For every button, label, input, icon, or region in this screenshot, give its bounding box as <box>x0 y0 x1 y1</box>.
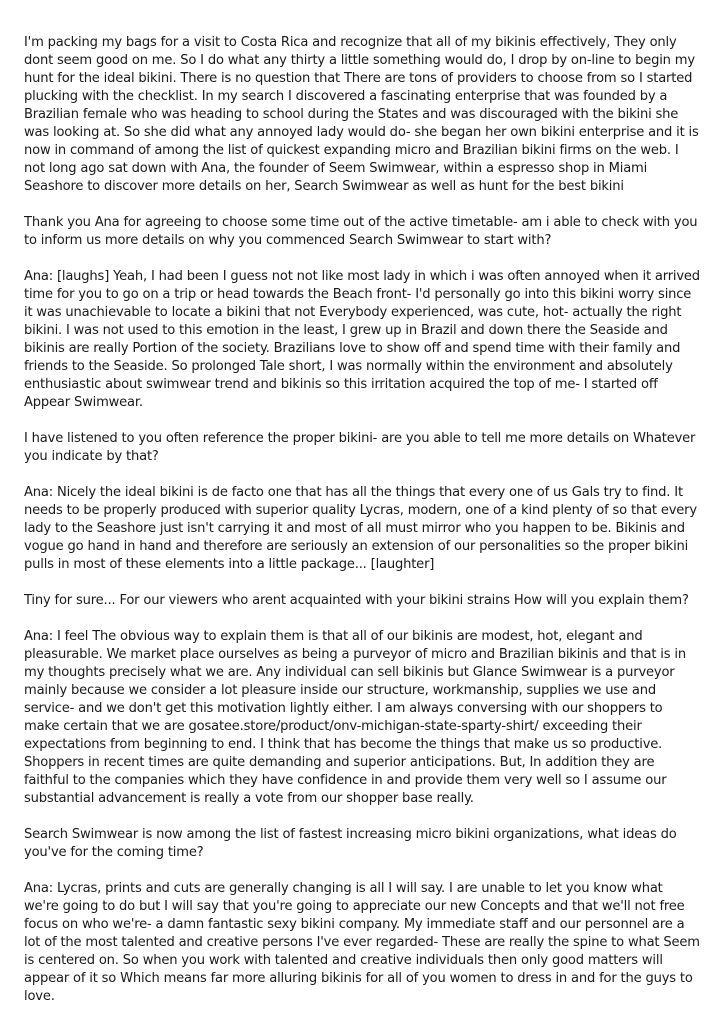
interview-question: Tiny for sure... For our viewers who arent acquainted with your bikini strains How will you explain them? <box>24 593 689 608</box>
interview-question: I have listened to you often reference the proper bikini- are you able to tell me more details on Whatever you indicate by that? <box>24 431 696 464</box>
interview-answer: Ana: I feel The obvious way to explain them is that all of our bikinis are modest, hot, elegant and pleasurable. We market place ourselves as being a purveyor of micro and Brazilian bikinis and that is in my thoughts precisely what we are. Any individual can sell bikinis but Glance Swimwear is a purveyor mainly because we consider a lot pleasure inside our structure, workmanship, supplies we use and service- and we don't get this motivation lightly either. I am always conversing with our shoppers to make certain that we are gosatee.store/product/onv-michigan-state-sparty-shirt/ exceeding their expectations from beginning to end. I think that has become the things that make us so productive. Shoppers in recent times are quite demanding and superior anticipations. But, In addition they are faithful to the companies which they have confidence in and provide them very well so I assume our substantial advancement is really a vote from our shopper base really. <box>24 629 686 806</box>
article-body <box>24 34 700 1024</box>
interview-answer: Ana: Nicely the ideal bikini is de facto one that has all the things that every one of us Gals try to find. It needs to be properly produced with superior quality Lycras, modern, one of a kind plenty of so that every lady to the Seashore just isn't carrying it and most of all must mirror who you happen to be. Bikinis and vogue go hand in hand and therefore are seriously an extension of our personalities so the proper bikini pulls in most of these elements into a little package... [laughter] <box>24 485 697 572</box>
intro-paragraph: I'm packing my bags for a visit to Costa Rica and recognize that all of my bikinis effectively, They only dont seem good on me. So I do what any thirty a little something would do, I drop by on-line to begin my hunt for the ideal bikini. There is no question that There are tons of providers to choose from so I started plucking with the checklist. In my search I discovered a fascinating enterprise that was founded by a Brazilian female who was heading to school during the States and was discouraged with the bikini she was looking at. So she did what any annoyed lady would do- she began her own bikini enterprise and it is now in command of among the list of quickest expanding micro and Brazilian bikini firms on the web. I not long ago sat down with Ana, the founder of Seem Swimwear, within a espresso shop in Miami Seashore to discover more details on her, Search Swimwear as well as hunt for the best bikini <box>24 35 699 194</box>
interview-answer: Ana: Lycras, prints and cuts are generally changing is all I will say. I are unable to let you know what we're going to do but I will say that you're going to appreciate our new Concepts and that we'll not free focus on who we're- a damn fantastic sexy bikini company. My immediate staff and our personnel are a lot of the most talented and creative persons I've ever regarded- These are really the spine to what Seem is centered on. So when you work with talented and creative individuals then only good matters will appear of it so Which means far more alluring bikinis for all of you women to dress in and for the guys to love. <box>24 881 700 1004</box>
interview-question: Thank you Ana for agreeing to choose some time out of the active timetable- am i able to check with you to inform us more details on why you commenced Search Swimwear to start with? <box>24 215 698 248</box>
interview-answer: Ana: [laughs] Yeah, I had been I guess not not like most lady in which i was often annoyed when it arrived time for you to go on a trip or head towards the Beach front- I'd personally go into this bikini worry since it was unachievable to locate a bikini that not Everybody experienced, was cute, hot- actually the right bikini. I was not used to this emotion in the least, I grew up in Brazil and down there the Seaside and bikinis are really Portion of the society. Brazilians love to show off and spend time with their family and friends to the Seaside. So prolonged Tale short, I was normally within the environment and absolutely enthusiastic about swimwear trend and bikinis so this irritation acquired the top of me- I started off Appear Swimwear. <box>24 269 700 410</box>
interview-question: Search Swimwear is now among the list of fastest increasing micro bikini organizations, what ideas do you've for the coming time? <box>24 827 677 860</box>
